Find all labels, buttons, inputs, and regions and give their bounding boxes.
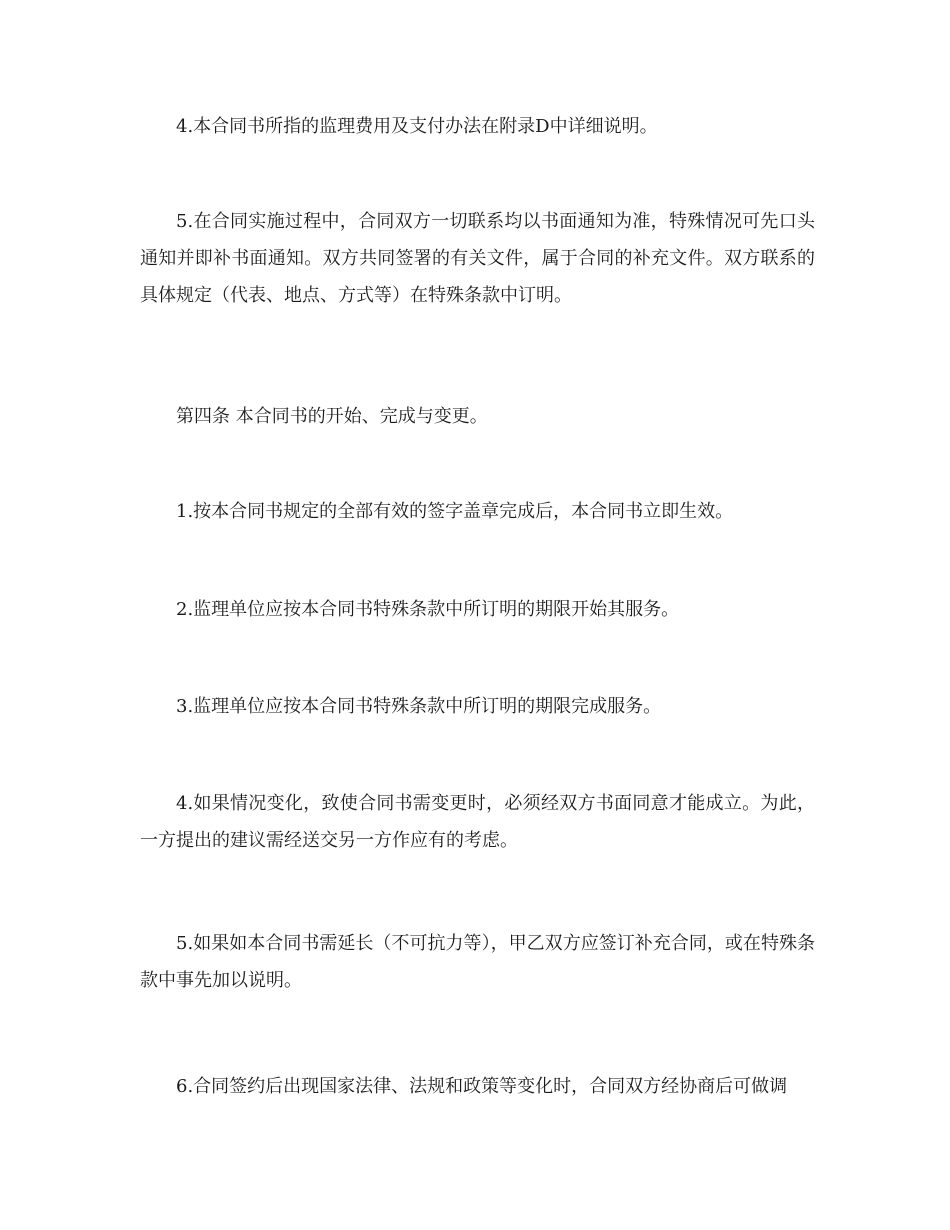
clause-paragraph-effective: 1.按本合同书规定的全部有效的签字盖章完成后，本合同书立即生效。 — [176, 501, 734, 522]
clause-paragraph-written-notice: 5.在合同实施过程中，合同双方一切联系均以书面通知为准，特殊情况可先口头通知并即补书面通知。双方共同签署的有关文件，属于合同的补充文件。双方联系的具体规定（代表、地点、方式等）在特殊条款中订明。 — [140, 211, 815, 306]
clause-paragraph-fee-payment: 4.本合同书所指的监理费用及支付办法在附录D中详细说明。 — [176, 116, 658, 137]
clause-paragraph-change: 4.如果情况变化，致使合同书需变更时，必须经双方书面同意才能成立。为此，一方提出的建议需经送交另一方作应有的考虑。 — [140, 793, 815, 851]
clause-paragraph-law-change: 6.合同签约后出现国家法律、法规和政策等变化时，合同双方经协商后可做调 — [176, 1076, 788, 1097]
clause-paragraph-service-complete: 3.监理单位应按本合同书特殊条款中所订明的期限完成服务。 — [176, 696, 662, 717]
article-heading-four: 第四条 本合同书的开始、完成与变更。 — [176, 406, 488, 427]
clause-paragraph-service-start: 2.监理单位应按本合同书特殊条款中所订明的期限开始其服务。 — [176, 599, 680, 620]
clause-paragraph-extension: 5.如果如本合同书需延长（不可抗力等），甲乙双方应签订补充合同，或在特殊条款中事先加以说明。 — [140, 933, 815, 991]
